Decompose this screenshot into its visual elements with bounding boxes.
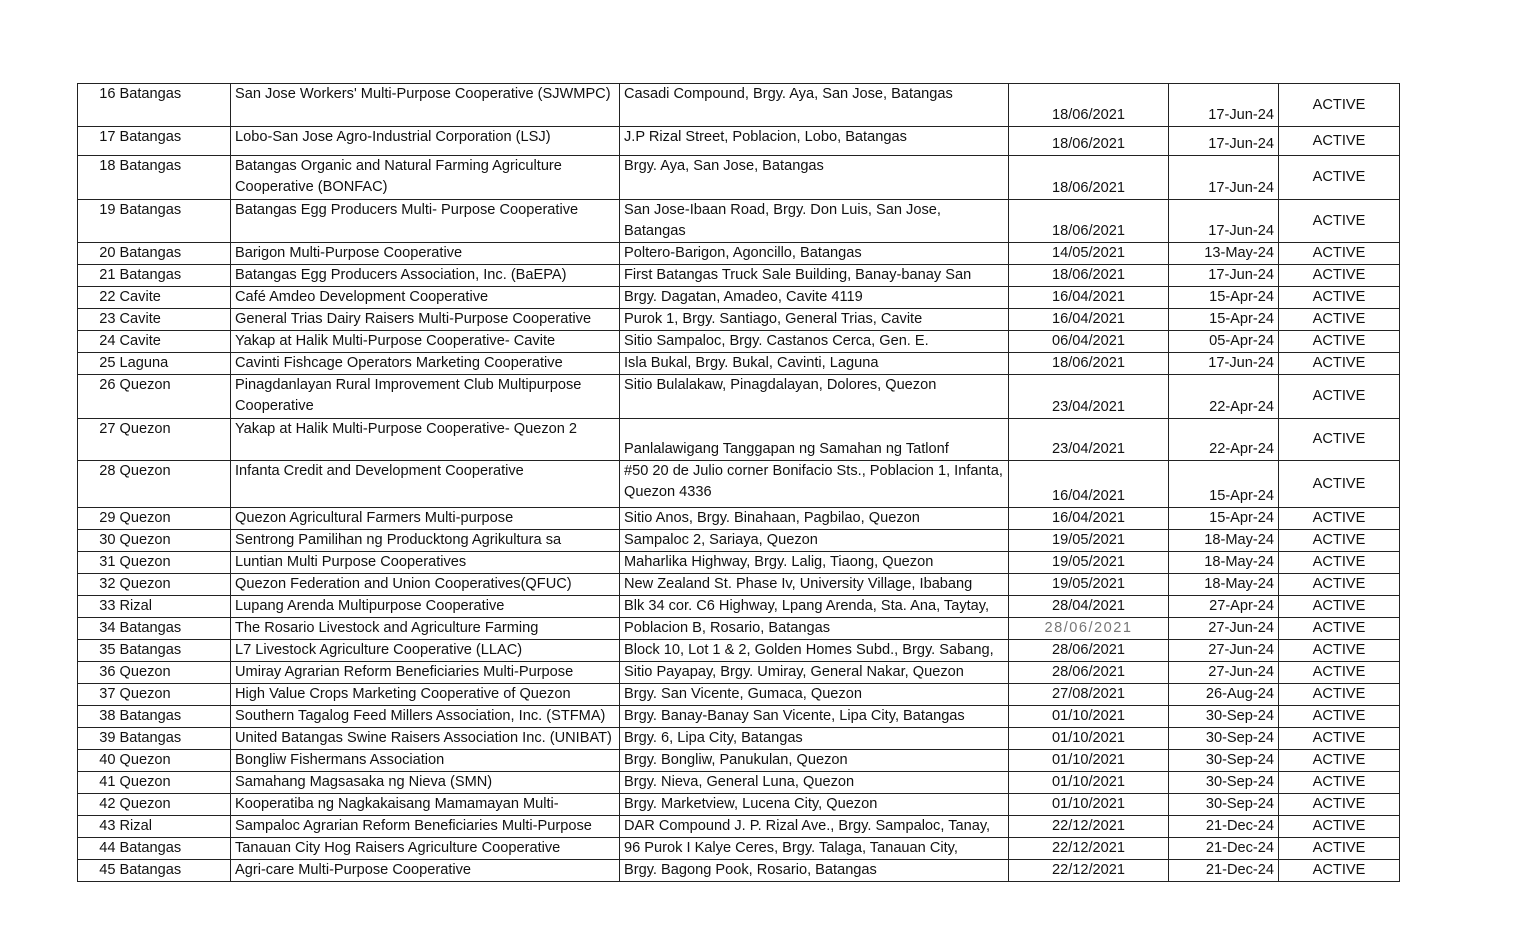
- address-cell: Sampaloc 2, Sariaya, Quezon: [620, 530, 1009, 552]
- row-number: 35: [78, 640, 118, 662]
- registration-date-cell: 16/04/2021: [1009, 508, 1169, 530]
- table-row: [78, 772, 1400, 794]
- table-row: [78, 508, 1400, 530]
- expiry-date-cell: 27-Jun-24: [1169, 640, 1279, 662]
- cooperative-name-cell: The Rosario Livestock and Agriculture Farming: [231, 618, 620, 640]
- table-row: [78, 596, 1400, 618]
- row-number: 26: [78, 375, 118, 419]
- status-cell: ACTIVE: [1279, 461, 1400, 508]
- status-cell: ACTIVE: [1279, 794, 1400, 816]
- address-cell: Poltero-Barigon, Agoncillo, Batangas: [620, 243, 1009, 265]
- address-cell: Blk 34 cor. C6 Highway, Lpang Arenda, Sta. Ana, Taytay,: [620, 596, 1009, 618]
- cooperative-name-cell: Café Amdeo Development Cooperative: [231, 287, 620, 309]
- registration-date-cell: 28/06/2021: [1009, 640, 1169, 662]
- province-cell: Batangas: [118, 728, 231, 750]
- registration-date-cell: 19/05/2021: [1009, 530, 1169, 552]
- registration-date-cell: 01/10/2021: [1009, 728, 1169, 750]
- province-cell: Quezon: [118, 772, 231, 794]
- row-number: 29: [78, 508, 118, 530]
- address-cell: New Zealand St. Phase Iv, University Village, Ibabang: [620, 574, 1009, 596]
- cooperative-name-cell: Yakap at Halik Multi-Purpose Cooperative- Quezon 2: [231, 419, 620, 461]
- address-cell: Brgy. Bongliw, Panukulan, Quezon: [620, 750, 1009, 772]
- address-cell: Sitio Bulalakaw, Pinagdalayan, Dolores, Quezon: [620, 375, 1009, 419]
- registration-date-cell: 27/08/2021: [1009, 684, 1169, 706]
- table-row: [78, 461, 1400, 508]
- status-cell: ACTIVE: [1279, 530, 1400, 552]
- row-number: 16: [78, 84, 118, 127]
- registration-date-cell: 18/06/2021: [1009, 200, 1169, 243]
- table-row: [78, 419, 1400, 461]
- address-cell: Panlalawigang Tanggapan ng Samahan ng Tatlonf: [620, 419, 1009, 461]
- table-row: [78, 552, 1400, 574]
- cooperative-name-cell: Sentrong Pamilihan ng Producktong Agrikultura sa: [231, 530, 620, 552]
- row-number: 27: [78, 419, 118, 461]
- registration-date-cell: 19/05/2021: [1009, 574, 1169, 596]
- status-cell: ACTIVE: [1279, 838, 1400, 860]
- table-row: [78, 265, 1400, 287]
- registration-date-cell: 23/04/2021: [1009, 419, 1169, 461]
- registration-date-cell: 01/10/2021: [1009, 706, 1169, 728]
- address-cell: Brgy. Banay-Banay San Vicente, Lipa City, Batangas: [620, 706, 1009, 728]
- expiry-date-cell: 15-Apr-24: [1169, 309, 1279, 331]
- province-cell: Batangas: [118, 200, 231, 243]
- address-cell: Block 10, Lot 1 & 2, Golden Homes Subd., Brgy. Sabang,: [620, 640, 1009, 662]
- expiry-date-cell: 15-Apr-24: [1169, 508, 1279, 530]
- expiry-date-cell: 05-Apr-24: [1169, 331, 1279, 353]
- expiry-date-cell: 15-Apr-24: [1169, 461, 1279, 508]
- status-cell: ACTIVE: [1279, 84, 1400, 127]
- table-row: [78, 127, 1400, 156]
- address-cell: San Jose-Ibaan Road, Brgy. Don Luis, San Jose, Batangas: [620, 200, 1009, 243]
- table-row: [78, 618, 1400, 640]
- province-cell: Batangas: [118, 265, 231, 287]
- row-number: 20: [78, 243, 118, 265]
- address-cell: Sitio Payapay, Brgy. Umiray, General Nakar, Quezon: [620, 662, 1009, 684]
- cooperative-name-cell: Yakap at Halik Multi-Purpose Cooperative- Cavite: [231, 331, 620, 353]
- cooperative-name-cell: Lobo-San Jose Agro-Industrial Corporation (LSJ): [231, 127, 620, 156]
- cooperative-name-cell: Cavinti Fishcage Operators Marketing Cooperative: [231, 353, 620, 375]
- expiry-date-cell: 18-May-24: [1169, 552, 1279, 574]
- status-cell: ACTIVE: [1279, 728, 1400, 750]
- table-row: [78, 640, 1400, 662]
- province-cell: Batangas: [118, 860, 231, 882]
- address-cell: Purok 1, Brgy. Santiago, General Trias, Cavite: [620, 309, 1009, 331]
- cooperative-name-cell: L7 Livestock Agriculture Cooperative (LLAC): [231, 640, 620, 662]
- row-number: 45: [78, 860, 118, 882]
- province-cell: Laguna: [118, 353, 231, 375]
- address-cell: Brgy. Bagong Pook, Rosario, Batangas: [620, 860, 1009, 882]
- cooperative-name-cell: Lupang Arenda Multipurpose Cooperative: [231, 596, 620, 618]
- cooperative-name-cell: Batangas Egg Producers Multi- Purpose Cooperative: [231, 200, 620, 243]
- row-number: 21: [78, 265, 118, 287]
- registration-date-cell: 01/10/2021: [1009, 794, 1169, 816]
- cooperative-name-cell: Samahang Magsasaka ng Nieva (SMN): [231, 772, 620, 794]
- province-cell: Quezon: [118, 419, 231, 461]
- expiry-date-cell: 30-Sep-24: [1169, 728, 1279, 750]
- province-cell: Quezon: [118, 750, 231, 772]
- province-cell: Batangas: [118, 706, 231, 728]
- address-cell: First Batangas Truck Sale Building, Banay-banay San: [620, 265, 1009, 287]
- registration-date-cell: 18/06/2021: [1009, 127, 1169, 156]
- status-cell: ACTIVE: [1279, 353, 1400, 375]
- cooperative-name-cell: Batangas Organic and Natural Farming Agriculture Cooperative (BONFAC): [231, 156, 620, 200]
- status-cell: ACTIVE: [1279, 419, 1400, 461]
- table-row: [78, 838, 1400, 860]
- expiry-date-cell: 27-Jun-24: [1169, 662, 1279, 684]
- address-cell: Brgy. Aya, San Jose, Batangas: [620, 156, 1009, 200]
- cooperative-name-cell: High Value Crops Marketing Cooperative of Quezon: [231, 684, 620, 706]
- status-cell: ACTIVE: [1279, 508, 1400, 530]
- row-number: 43: [78, 816, 118, 838]
- row-number: 22: [78, 287, 118, 309]
- expiry-date-cell: 27-Jun-24: [1169, 618, 1279, 640]
- table-row: [78, 331, 1400, 353]
- expiry-date-cell: 17-Jun-24: [1169, 156, 1279, 200]
- row-number: 18: [78, 156, 118, 200]
- cooperative-name-cell: Infanta Credit and Development Cooperative: [231, 461, 620, 508]
- row-number: 41: [78, 772, 118, 794]
- expiry-date-cell: 21-Dec-24: [1169, 816, 1279, 838]
- province-cell: Rizal: [118, 596, 231, 618]
- address-cell: Maharlika Highway, Brgy. Lalig, Tiaong, Quezon: [620, 552, 1009, 574]
- status-cell: ACTIVE: [1279, 287, 1400, 309]
- cooperative-name-cell: Sampaloc Agrarian Reform Beneficiaries Multi-Purpose: [231, 816, 620, 838]
- expiry-date-cell: 30-Sep-24: [1169, 750, 1279, 772]
- status-cell: ACTIVE: [1279, 156, 1400, 200]
- expiry-date-cell: 30-Sep-24: [1169, 772, 1279, 794]
- address-cell: 96 Purok I Kalye Ceres, Brgy. Talaga, Tanauan City,: [620, 838, 1009, 860]
- row-number: 39: [78, 728, 118, 750]
- row-number: 24: [78, 331, 118, 353]
- expiry-date-cell: 15-Apr-24: [1169, 287, 1279, 309]
- cooperative-name-cell: Barigon Multi-Purpose Cooperative: [231, 243, 620, 265]
- table-row: [78, 684, 1400, 706]
- row-number: 19: [78, 200, 118, 243]
- registration-date-cell: 18/06/2021: [1009, 265, 1169, 287]
- address-cell: Isla Bukal, Brgy. Bukal, Cavinti, Laguna: [620, 353, 1009, 375]
- address-cell: Brgy. Nieva, General Luna, Quezon: [620, 772, 1009, 794]
- row-number: 31: [78, 552, 118, 574]
- table-row: [78, 530, 1400, 552]
- cooperative-name-cell: Batangas Egg Producers Association, Inc. (BaEPA): [231, 265, 620, 287]
- expiry-date-cell: 18-May-24: [1169, 574, 1279, 596]
- status-cell: ACTIVE: [1279, 375, 1400, 419]
- registration-date-cell: 23/04/2021: [1009, 375, 1169, 419]
- province-cell: Rizal: [118, 816, 231, 838]
- status-cell: ACTIVE: [1279, 750, 1400, 772]
- cooperative-name-cell: Pinagdanlayan Rural Improvement Club Multipurpose Cooperative: [231, 375, 620, 419]
- address-cell: Brgy. San Vicente, Gumaca, Quezon: [620, 684, 1009, 706]
- expiry-date-cell: 17-Jun-24: [1169, 265, 1279, 287]
- cooperative-name-cell: Agri-care Multi-Purpose Cooperative: [231, 860, 620, 882]
- row-number: 23: [78, 309, 118, 331]
- status-cell: ACTIVE: [1279, 574, 1400, 596]
- row-number: 36: [78, 662, 118, 684]
- registration-date-cell: 01/10/2021: [1009, 750, 1169, 772]
- status-cell: ACTIVE: [1279, 552, 1400, 574]
- table-row: [78, 309, 1400, 331]
- registration-date-cell: 22/12/2021: [1009, 816, 1169, 838]
- expiry-date-cell: 17-Jun-24: [1169, 353, 1279, 375]
- status-cell: ACTIVE: [1279, 331, 1400, 353]
- table-row: [78, 375, 1400, 419]
- province-cell: Quezon: [118, 508, 231, 530]
- expiry-date-cell: 17-Jun-24: [1169, 200, 1279, 243]
- province-cell: Quezon: [118, 530, 231, 552]
- cooperative-name-cell: Bongliw Fishermans Association: [231, 750, 620, 772]
- registration-date-cell: 16/04/2021: [1009, 287, 1169, 309]
- province-cell: Cavite: [118, 287, 231, 309]
- expiry-date-cell: 18-May-24: [1169, 530, 1279, 552]
- expiry-date-cell: 21-Dec-24: [1169, 838, 1279, 860]
- status-cell: ACTIVE: [1279, 860, 1400, 882]
- cooperative-name-cell: Quezon Federation and Union Cooperatives(QFUC): [231, 574, 620, 596]
- expiry-date-cell: 27-Apr-24: [1169, 596, 1279, 618]
- status-cell: ACTIVE: [1279, 772, 1400, 794]
- expiry-date-cell: 17-Jun-24: [1169, 127, 1279, 156]
- row-number: 17: [78, 127, 118, 156]
- province-cell: Quezon: [118, 574, 231, 596]
- document-sheet: [77, 83, 1399, 882]
- status-cell: ACTIVE: [1279, 618, 1400, 640]
- address-cell: #50 20 de Julio corner Bonifacio Sts., Poblacion 1, Infanta, Quezon 4336: [620, 461, 1009, 508]
- row-number: 34: [78, 618, 118, 640]
- address-cell: J.P Rizal Street, Poblacion, Lobo, Batangas: [620, 127, 1009, 156]
- expiry-date-cell: 13-May-24: [1169, 243, 1279, 265]
- status-cell: ACTIVE: [1279, 596, 1400, 618]
- cooperative-name-cell: Southern Tagalog Feed Millers Association, Inc. (STFMA): [231, 706, 620, 728]
- address-cell: Brgy. Marketview, Lucena City, Quezon: [620, 794, 1009, 816]
- registration-date-cell: 19/05/2021: [1009, 552, 1169, 574]
- province-cell: Quezon: [118, 662, 231, 684]
- registration-date-cell: 14/05/2021: [1009, 243, 1169, 265]
- registration-date-cell: 16/04/2021: [1009, 309, 1169, 331]
- row-number: 33: [78, 596, 118, 618]
- cooperative-name-cell: United Batangas Swine Raisers Association Inc. (UNIBAT): [231, 728, 620, 750]
- province-cell: Quezon: [118, 461, 231, 508]
- row-number: 28: [78, 461, 118, 508]
- registration-date-cell: 18/06/2021: [1009, 156, 1169, 200]
- registration-date-cell: 18/06/2021: [1009, 84, 1169, 127]
- address-cell: Sitio Anos, Brgy. Binahaan, Pagbilao, Quezon: [620, 508, 1009, 530]
- row-number: 32: [78, 574, 118, 596]
- address-cell: Poblacion B, Rosario, Batangas: [620, 618, 1009, 640]
- province-cell: Quezon: [118, 684, 231, 706]
- province-cell: Batangas: [118, 84, 231, 127]
- status-cell: ACTIVE: [1279, 309, 1400, 331]
- row-number: 37: [78, 684, 118, 706]
- province-cell: Batangas: [118, 640, 231, 662]
- registration-date-cell: 22/12/2021: [1009, 838, 1169, 860]
- table-row: [78, 287, 1400, 309]
- province-cell: Batangas: [118, 127, 231, 156]
- address-cell: Sitio Sampaloc, Brgy. Castanos Cerca, Gen. E.: [620, 331, 1009, 353]
- table-row: [78, 156, 1400, 200]
- address-cell: Casadi Compound, Brgy. Aya, San Jose, Batangas: [620, 84, 1009, 127]
- table-row: [78, 750, 1400, 772]
- province-cell: Quezon: [118, 794, 231, 816]
- province-cell: Batangas: [118, 618, 231, 640]
- address-cell: Brgy. Dagatan, Amadeo, Cavite 4119: [620, 287, 1009, 309]
- table-row: [78, 794, 1400, 816]
- status-cell: ACTIVE: [1279, 706, 1400, 728]
- row-number: 40: [78, 750, 118, 772]
- cooperative-name-cell: San Jose Workers' Multi-Purpose Cooperative (SJWMPC): [231, 84, 620, 127]
- table-row: [78, 243, 1400, 265]
- status-cell: ACTIVE: [1279, 265, 1400, 287]
- expiry-date-cell: 26-Aug-24: [1169, 684, 1279, 706]
- expiry-date-cell: 21-Dec-24: [1169, 860, 1279, 882]
- province-cell: Batangas: [118, 156, 231, 200]
- status-cell: ACTIVE: [1279, 127, 1400, 156]
- province-cell: Cavite: [118, 309, 231, 331]
- status-cell: ACTIVE: [1279, 200, 1400, 243]
- row-number: 30: [78, 530, 118, 552]
- table-row: [78, 816, 1400, 838]
- table-row: [78, 728, 1400, 750]
- cooperative-name-cell: General Trias Dairy Raisers Multi-Purpose Cooperative: [231, 309, 620, 331]
- row-number: 38: [78, 706, 118, 728]
- expiry-date-cell: 17-Jun-24: [1169, 84, 1279, 127]
- table-row: [78, 84, 1400, 127]
- province-cell: Quezon: [118, 375, 231, 419]
- registration-date-cell: 28/04/2021: [1009, 596, 1169, 618]
- registration-date-cell: 16/04/2021: [1009, 461, 1169, 508]
- expiry-date-cell: 30-Sep-24: [1169, 706, 1279, 728]
- table-body: [78, 84, 1400, 882]
- registration-date-cell: 28/06/2021: [1009, 662, 1169, 684]
- expiry-date-cell: 22-Apr-24: [1169, 375, 1279, 419]
- table-row: [78, 706, 1400, 728]
- status-cell: ACTIVE: [1279, 640, 1400, 662]
- status-cell: ACTIVE: [1279, 684, 1400, 706]
- status-cell: ACTIVE: [1279, 816, 1400, 838]
- cooperative-name-cell: Umiray Agrarian Reform Beneficiaries Multi-Purpose: [231, 662, 620, 684]
- registration-date-cell: 01/10/2021: [1009, 772, 1169, 794]
- table-row: [78, 353, 1400, 375]
- expiry-date-cell: 22-Apr-24: [1169, 419, 1279, 461]
- table-row: [78, 662, 1400, 684]
- registration-date-cell: 22/12/2021: [1009, 860, 1169, 882]
- province-cell: Batangas: [118, 243, 231, 265]
- cooperative-name-cell: Quezon Agricultural Farmers Multi-purpose: [231, 508, 620, 530]
- province-cell: Cavite: [118, 331, 231, 353]
- registration-date-cell: 06/04/2021: [1009, 331, 1169, 353]
- address-cell: Brgy. 6, Lipa City, Batangas: [620, 728, 1009, 750]
- row-number: 42: [78, 794, 118, 816]
- status-cell: ACTIVE: [1279, 243, 1400, 265]
- cooperative-name-cell: Kooperatiba ng Nagkakaisang Mamamayan Multi-: [231, 794, 620, 816]
- expiry-date-cell: 30-Sep-24: [1169, 794, 1279, 816]
- cooperative-name-cell: Luntian Multi Purpose Cooperatives: [231, 552, 620, 574]
- province-cell: Quezon: [118, 552, 231, 574]
- row-number: 44: [78, 838, 118, 860]
- table-row: [78, 574, 1400, 596]
- cooperative-table: [77, 83, 1400, 882]
- province-cell: Batangas: [118, 838, 231, 860]
- registration-date-cell: 18/06/2021: [1009, 353, 1169, 375]
- address-cell: DAR Compound J. P. Rizal Ave., Brgy. Sampaloc, Tanay,: [620, 816, 1009, 838]
- table-row: [78, 200, 1400, 243]
- cooperative-name-cell: Tanauan City Hog Raisers Agriculture Cooperative: [231, 838, 620, 860]
- table-row: [78, 860, 1400, 882]
- registration-date-cell: 28/06/2021: [1009, 618, 1169, 640]
- status-cell: ACTIVE: [1279, 662, 1400, 684]
- row-number: 25: [78, 353, 118, 375]
